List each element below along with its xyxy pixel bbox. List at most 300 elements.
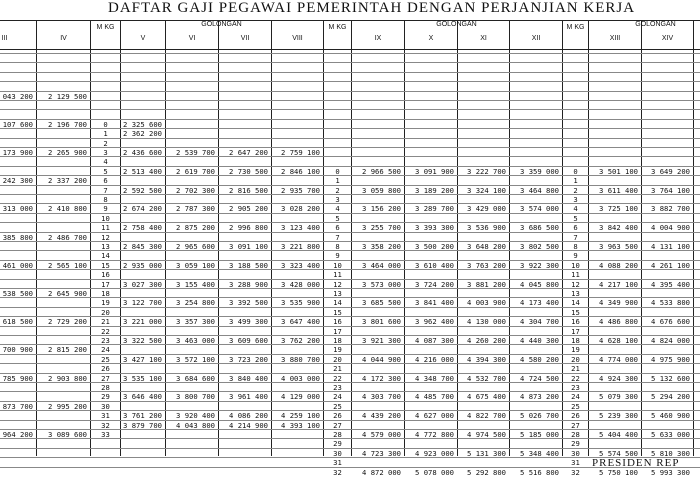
mkg-cell: 6 (335, 223, 340, 233)
salary-cell: 2 436 600 (123, 148, 162, 157)
column-header: VIII (272, 20, 323, 50)
row-line (0, 344, 700, 345)
salary-cell: 3 463 000 (176, 336, 215, 345)
salary-cell: 3 358 200 (362, 242, 401, 251)
salary-cell: 242 300 (2, 176, 33, 186)
mkg-cell: 14 (571, 298, 580, 308)
salary-cell: 4 872 000 (362, 467, 401, 477)
salary-cell: 3 535 100 (123, 373, 162, 383)
mkg-cell: 10 (101, 213, 110, 223)
salary-cell: 3 123 400 (281, 223, 320, 233)
row-line (0, 147, 700, 148)
salary-cell: 618 500 (2, 317, 33, 327)
salary-cell: 2 759 100 (281, 148, 320, 157)
salary-cell: 4 393 100 (281, 420, 320, 430)
salary-cell: 461 000 (2, 260, 33, 270)
salary-cell: 4 923 000 (415, 448, 454, 458)
salary-cell: 2 265 900 (48, 148, 87, 157)
row-line (0, 335, 700, 336)
salary-cell: 3 879 700 (123, 420, 162, 430)
salary-cell: 4 173 400 (520, 298, 559, 308)
column-header: VI (166, 20, 218, 50)
salary-cell: 5 185 000 (520, 430, 559, 439)
salary-cell: 3 800 700 (176, 392, 215, 402)
salary-cell: 385 800 (2, 232, 33, 242)
mkg-cell: 7 (103, 185, 108, 195)
salary-cell: 3 324 100 (467, 185, 506, 195)
mkg-cell: 16 (101, 270, 110, 280)
salary-cell: 538 500 (2, 289, 33, 298)
salary-cell: 4 394 300 (467, 354, 506, 364)
salary-cell: 3 763 200 (467, 260, 506, 270)
mkg-cell: 0 (573, 166, 578, 176)
salary-cell: 2 903 800 (48, 373, 87, 383)
salary-cell: 4 974 500 (467, 430, 506, 439)
mkg-cell: 1 (573, 176, 578, 186)
mkg-cell: 14 (101, 251, 110, 261)
mkg-cell: 20 (333, 354, 342, 364)
mkg-cell: 12 (333, 279, 342, 289)
salary-cell: 2 816 500 (229, 185, 268, 195)
salary-cell: 4 044 900 (362, 354, 401, 364)
mkg-cell: 3 (335, 195, 340, 204)
salary-cell: 3 840 400 (229, 373, 268, 383)
salary-cell: 3 921 300 (362, 336, 401, 345)
salary-cell: 3 920 400 (176, 411, 215, 421)
row-line (0, 250, 700, 251)
salary-cell: 5 294 200 (651, 392, 690, 402)
mkg-cell: 5 (573, 213, 578, 223)
salary-cell: 3 501 100 (599, 166, 638, 176)
row-line (0, 109, 700, 110)
salary-cell: 2 486 700 (48, 232, 87, 242)
mkg-cell: 11 (101, 223, 110, 233)
salary-cell: 4 129 000 (281, 392, 320, 402)
salary-cell: 5 810 300 (651, 448, 690, 458)
salary-cell: 2 619 700 (176, 166, 215, 176)
row-line (0, 297, 700, 298)
salary-cell: 2 730 500 (229, 166, 268, 176)
mkg-cell: 23 (101, 336, 110, 345)
mkg-cell: 11 (333, 270, 342, 280)
salary-cell: 3 962 400 (415, 317, 454, 327)
salary-cell: 3 091 900 (415, 166, 454, 176)
mkg-cell: 3 (573, 195, 578, 204)
row-line (0, 326, 700, 327)
salary-cell: 4 533 800 (651, 298, 690, 308)
salary-cell: 3 188 500 (229, 260, 268, 270)
row-line (0, 288, 700, 289)
column-header: IX (352, 20, 404, 50)
salary-cell: 3 221 800 (281, 242, 320, 251)
salary-cell: 5 633 000 (651, 430, 690, 439)
salary-cell: 2 362 200 (123, 129, 162, 139)
mkg-cell: 5 (103, 166, 108, 176)
salary-cell: 2 758 400 (123, 223, 162, 233)
mkg-cell: 31 (333, 458, 342, 468)
row-line (0, 241, 700, 242)
mkg-cell: 5 (335, 213, 340, 223)
salary-cell: 4 628 100 (599, 336, 638, 345)
salary-cell: 4 822 700 (467, 411, 506, 421)
mkg-cell: 29 (101, 392, 110, 402)
salary-cell: 5 292 800 (467, 467, 506, 477)
salary-cell: 3 464 800 (520, 185, 559, 195)
row-line (0, 382, 700, 383)
mkg-cell: 6 (573, 223, 578, 233)
golongan-label: GOLONGAN (201, 21, 242, 28)
salary-cell: 4 724 500 (520, 373, 559, 383)
salary-cell: 4 723 300 (362, 448, 401, 458)
salary-cell: 4 045 800 (520, 279, 559, 289)
salary-cell: 4 579 000 (362, 430, 401, 439)
salary-cell: 3 611 400 (599, 185, 638, 195)
salary-cell: 3 574 000 (520, 204, 559, 214)
mkg-cell: 14 (333, 298, 342, 308)
salary-cell: 3 222 700 (467, 166, 506, 176)
mkg-cell: 22 (333, 373, 342, 383)
mkg-cell: 23 (333, 383, 342, 392)
mkg-cell: 30 (333, 448, 342, 458)
salary-cell: 2 129 500 (48, 91, 87, 101)
mkg-cell: 15 (101, 260, 110, 270)
column-header: XIII (589, 20, 641, 50)
salary-cell: 2 966 500 (362, 166, 401, 176)
salary-cell: 4 130 000 (467, 317, 506, 327)
salary-cell: 2 702 300 (176, 185, 215, 195)
salary-cell: 4 088 200 (599, 260, 638, 270)
salary-cell: 4 439 200 (362, 411, 401, 421)
salary-cell: 4 260 200 (467, 336, 506, 345)
column-header: VII (219, 20, 271, 50)
salary-cell: 5 078 000 (415, 467, 454, 477)
mkg-cell: 6 (103, 176, 108, 186)
mkg-cell: 21 (571, 364, 580, 374)
mkg-cell: 25 (571, 401, 580, 411)
salary-cell: 3 155 400 (176, 279, 215, 289)
mkg-cell: 13 (571, 289, 580, 298)
salary-cell: 043 200 (2, 91, 33, 101)
row-line (0, 373, 700, 374)
mkg-cell: 26 (101, 364, 110, 374)
mkg-cell: 20 (101, 307, 110, 317)
mkg-cell: 18 (101, 289, 110, 298)
salary-cell: 3 609 600 (229, 336, 268, 345)
mkg-cell: 2 (335, 185, 340, 195)
salary-cell: 3 189 200 (415, 185, 454, 195)
salary-cell: 4 261 100 (651, 260, 690, 270)
salary-cell: 3 254 800 (176, 298, 215, 308)
mkg-cell: 24 (333, 392, 342, 402)
salary-cell: 3 881 200 (467, 279, 506, 289)
salary-cell: 4 486 800 (599, 317, 638, 327)
salary-cell: 3 646 400 (123, 392, 162, 402)
row-line (0, 448, 700, 449)
row-line (0, 260, 700, 261)
salary-cell: 2 815 200 (48, 345, 87, 355)
salary-cell: 5 574 500 (599, 448, 638, 458)
mkg-cell: 31 (571, 458, 580, 468)
salary-cell: 3 255 700 (362, 223, 401, 233)
salary-cell: 785 900 (2, 373, 33, 383)
mkg-cell: 28 (333, 430, 342, 439)
row-line (0, 72, 700, 73)
salary-cell: 4 395 400 (651, 279, 690, 289)
mkg-cell: 20 (571, 354, 580, 364)
salary-cell: 3 649 200 (651, 166, 690, 176)
mkg-cell: 7 (573, 232, 578, 242)
row-line (0, 232, 700, 233)
salary-cell: 2 996 800 (229, 223, 268, 233)
mkg-cell: 3 (103, 148, 108, 157)
row-line (0, 62, 700, 63)
salary-cell: 3 610 400 (415, 260, 454, 270)
column-header: M KG (324, 20, 351, 50)
mkg-cell: 10 (333, 260, 342, 270)
salary-cell: 3 725 100 (599, 204, 638, 214)
salary-cell: 4 086 200 (229, 411, 268, 421)
mkg-cell: 8 (335, 242, 340, 251)
row-line (0, 194, 700, 195)
footer-text: PRESIDEN REP (592, 457, 680, 469)
salary-cell: 3 963 500 (599, 242, 638, 251)
row-line (0, 391, 700, 392)
salary-cell: 3 842 400 (599, 223, 638, 233)
salary-cell: 4 003 900 (467, 298, 506, 308)
mkg-cell: 9 (573, 251, 578, 261)
golongan-label: GOLONGAN (635, 21, 676, 28)
mkg-cell: 19 (101, 298, 110, 308)
salary-cell: 5 750 100 (599, 467, 638, 477)
salary-cell: 3 392 500 (229, 298, 268, 308)
mkg-cell: 23 (571, 383, 580, 392)
row-line (0, 222, 700, 223)
salary-cell: 4 303 700 (362, 392, 401, 402)
salary-cell: 2 845 300 (123, 242, 162, 251)
mkg-cell: 30 (571, 448, 580, 458)
row-line (0, 420, 700, 421)
salary-cell: 5 348 400 (520, 448, 559, 458)
salary-cell: 4 772 800 (415, 430, 454, 439)
salary-cell: 2 592 500 (123, 185, 162, 195)
mkg-cell: 30 (101, 401, 110, 411)
salary-cell: 3 091 100 (229, 242, 268, 251)
column-header: V (121, 20, 165, 50)
mkg-cell: 21 (101, 317, 110, 327)
salary-cell: 3 880 700 (281, 354, 320, 364)
salary-cell: 4 087 300 (415, 336, 454, 345)
salary-cell: 3 429 000 (467, 204, 506, 214)
salary-cell: 3 322 500 (123, 336, 162, 345)
column-header: IV (37, 20, 90, 50)
row-line (0, 354, 700, 355)
mkg-cell: 16 (333, 317, 342, 327)
column-header: XI (458, 20, 509, 50)
salary-cell: 3 357 300 (176, 317, 215, 327)
salary-cell: 4 824 000 (651, 336, 690, 345)
salary-cell: 3 059 800 (362, 185, 401, 195)
mkg-cell: 2 (103, 138, 108, 148)
column-header: X (405, 20, 457, 50)
row-line (0, 213, 700, 214)
salary-cell: 5 404 400 (599, 430, 638, 439)
mkg-cell: 13 (333, 289, 342, 298)
salary-cell: 313 000 (2, 204, 33, 214)
salary-cell: 3 961 400 (229, 392, 268, 402)
salary-cell: 5 132 600 (651, 373, 690, 383)
mkg-cell: 1 (335, 176, 340, 186)
salary-cell: 873 700 (2, 401, 33, 411)
salary-cell: 3 464 000 (362, 260, 401, 270)
salary-cell: 2 539 700 (176, 148, 215, 157)
mkg-cell: 9 (103, 204, 108, 214)
salary-cell: 3 535 900 (281, 298, 320, 308)
salary-cell: 4 304 700 (520, 317, 559, 327)
mkg-cell: 8 (103, 195, 108, 204)
salary-cell: 2 905 200 (229, 204, 268, 214)
mkg-cell: 28 (571, 430, 580, 439)
salary-cell: 2 565 100 (48, 260, 87, 270)
salary-cell: 2 965 600 (176, 242, 215, 251)
salary-cell: 3 882 700 (651, 204, 690, 214)
salary-cell: 3 684 600 (176, 373, 215, 383)
salary-cell: 3 089 600 (48, 430, 87, 439)
salary-cell: 3 724 200 (415, 279, 454, 289)
salary-cell: 4 216 000 (415, 354, 454, 364)
mkg-cell: 19 (571, 345, 580, 355)
mkg-cell: 11 (571, 270, 580, 280)
salary-cell: 3 922 300 (520, 260, 559, 270)
salary-cell: 3 762 200 (281, 336, 320, 345)
mkg-cell: 13 (101, 242, 110, 251)
salary-cell: 2 674 200 (123, 204, 162, 214)
mkg-cell: 17 (571, 326, 580, 336)
mkg-cell: 16 (571, 317, 580, 327)
salary-cell: 5 516 800 (520, 467, 559, 477)
salary-cell: 4 774 000 (599, 354, 638, 364)
salary-cell: 3 761 200 (123, 411, 162, 421)
mkg-cell: 22 (571, 373, 580, 383)
mkg-cell: 4 (335, 204, 340, 214)
mkg-cell: 17 (101, 279, 110, 289)
mkg-cell: 12 (571, 279, 580, 289)
salary-cell: 3 686 500 (520, 223, 559, 233)
salary-cell: 3 428 000 (281, 279, 320, 289)
salary-cell: 4 004 900 (651, 223, 690, 233)
mkg-cell: 0 (335, 166, 340, 176)
mkg-cell: 32 (571, 467, 580, 477)
salary-cell: 173 900 (2, 148, 33, 157)
salary-cell: 5 239 300 (599, 411, 638, 421)
salary-cell: 5 026 700 (520, 411, 559, 421)
mkg-cell: 19 (333, 345, 342, 355)
mkg-cell: 27 (333, 420, 342, 430)
salary-cell: 5 460 900 (651, 411, 690, 421)
salary-cell: 4 131 100 (651, 242, 690, 251)
row-line (0, 175, 700, 176)
salary-cell: 3 802 500 (520, 242, 559, 251)
salary-cell: 3 427 100 (123, 354, 162, 364)
salary-cell: 3 500 200 (415, 242, 454, 251)
salary-cell: 2 196 700 (48, 119, 87, 129)
column-header: III (0, 20, 36, 50)
salary-cell: 4 349 900 (599, 298, 638, 308)
salary-cell: 5 993 300 (651, 467, 690, 477)
salary-cell: 964 200 (2, 430, 33, 439)
salary-cell: 4 873 200 (520, 392, 559, 402)
mkg-cell: 26 (333, 411, 342, 421)
salary-cell: 3 059 100 (176, 260, 215, 270)
salary-cell: 3 393 300 (415, 223, 454, 233)
mkg-cell: 2 (573, 185, 578, 195)
mkg-cell: 27 (101, 373, 110, 383)
salary-cell: 4 003 000 (281, 373, 320, 383)
salary-cell: 3 323 400 (281, 260, 320, 270)
mkg-cell: 7 (335, 232, 340, 242)
row-line (0, 166, 700, 167)
mkg-cell: 31 (101, 411, 110, 421)
salary-cell: 3 536 900 (467, 223, 506, 233)
salary-cell: 2 846 100 (281, 166, 320, 176)
salary-cell: 3 764 100 (651, 185, 690, 195)
salary-cell: 4 676 600 (651, 317, 690, 327)
salary-cell: 3 572 100 (176, 354, 215, 364)
row-line (0, 119, 700, 120)
salary-cell: 3 723 200 (229, 354, 268, 364)
row-line (0, 156, 700, 157)
salary-cell: 3 801 600 (362, 317, 401, 327)
mkg-cell: 10 (571, 260, 580, 270)
salary-cell: 3 359 000 (520, 166, 559, 176)
salary-cell: 2 995 200 (48, 401, 87, 411)
salary-cell: 4 259 100 (281, 411, 320, 421)
salary-cell: 2 325 600 (123, 119, 162, 129)
row-line (0, 81, 700, 82)
mkg-cell: 4 (103, 157, 108, 167)
salary-cell: 2 410 800 (48, 204, 87, 214)
salary-cell: 3 647 400 (281, 317, 320, 327)
mkg-cell: 25 (101, 354, 110, 364)
salary-cell: 4 975 900 (651, 354, 690, 364)
salary-cell: 2 647 200 (229, 148, 268, 157)
mkg-cell: 21 (333, 364, 342, 374)
column-header: XII (510, 20, 562, 50)
mkg-cell: 29 (571, 439, 580, 449)
row-line (0, 316, 700, 317)
column-header: XIV (642, 20, 693, 50)
salary-cell: 3 221 000 (123, 317, 162, 327)
salary-cell: 2 513 400 (123, 166, 162, 176)
mkg-cell: 27 (571, 420, 580, 430)
row-line (0, 279, 700, 280)
salary-cell: 4 675 400 (467, 392, 506, 402)
mkg-cell: 17 (333, 326, 342, 336)
mkg-cell: 26 (571, 411, 580, 421)
mkg-cell: 9 (335, 251, 340, 261)
row-line (0, 203, 700, 204)
salary-cell: 2 935 700 (281, 185, 320, 195)
salary-cell: 3 122 700 (123, 298, 162, 308)
mkg-cell: 15 (333, 307, 342, 317)
salary-cell: 3 573 000 (362, 279, 401, 289)
mkg-cell: 25 (333, 401, 342, 411)
salary-cell: 2 787 300 (176, 204, 215, 214)
salary-cell: 3 841 400 (415, 298, 454, 308)
row-line (0, 401, 700, 402)
row-line (0, 91, 700, 92)
salary-cell: 107 600 (2, 119, 33, 129)
salary-cell: 3 685 500 (362, 298, 401, 308)
